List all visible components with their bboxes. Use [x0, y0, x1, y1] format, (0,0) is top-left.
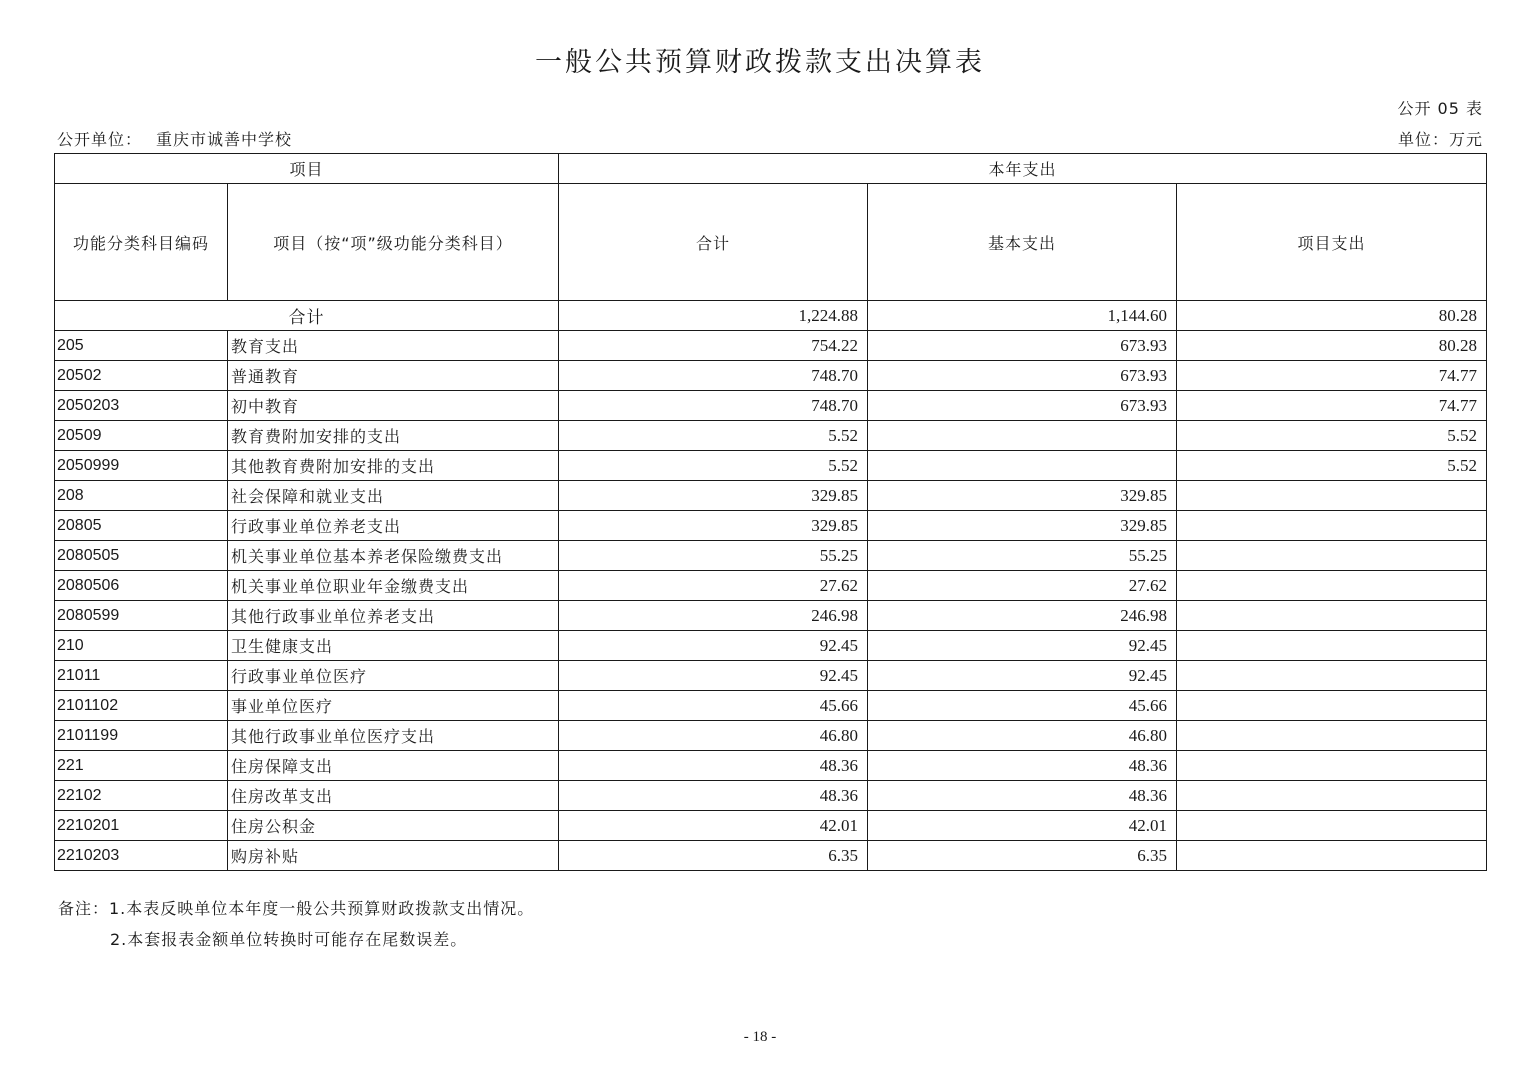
row-basic	[868, 421, 1177, 451]
table-row	[55, 481, 1487, 511]
row-code: 2080506	[55, 571, 228, 601]
row-total: 6.35	[559, 841, 868, 871]
row-code: 208	[55, 481, 228, 511]
note-line-1: 备注：1.本表反映单位本年度一般公共预算财政拨款支出情况。	[58, 899, 535, 918]
row-basic: 673.93	[868, 331, 1177, 361]
row-code: 210	[55, 631, 228, 661]
form-number: 公开 05 表	[1397, 99, 1483, 118]
total-sum: 1,224.88	[559, 301, 868, 331]
row-total: 5.52	[559, 451, 868, 481]
row-name: 社会保障和就业支出	[228, 481, 559, 511]
row-name: 行政事业单位养老支出	[228, 511, 559, 541]
row-total: 329.85	[559, 511, 868, 541]
report-title: 一般公共预算财政拨款支出决算表	[535, 47, 985, 78]
row-name: 行政事业单位医疗	[228, 661, 559, 691]
row-total: 27.62	[559, 571, 868, 601]
row-basic: 55.25	[868, 541, 1177, 571]
header-name: 项目（按“项”级功能分类科目）	[228, 184, 559, 301]
row-code: 2101102	[55, 691, 228, 721]
row-total: 5.52	[559, 421, 868, 451]
total-basic: 1,144.60	[868, 301, 1177, 331]
row-code: 20502	[55, 361, 228, 391]
row-code: 2080599	[55, 601, 228, 631]
table-body	[55, 301, 1487, 871]
row-name: 普通教育	[228, 361, 559, 391]
publishing-unit-name: 重庆市诚善中学校	[156, 130, 293, 149]
row-project	[1177, 631, 1487, 661]
publishing-unit-label: 公开单位：	[57, 130, 143, 149]
row-project: 5.52	[1177, 451, 1487, 481]
header-basic: 基本支出	[868, 184, 1177, 301]
row-total: 45.66	[559, 691, 868, 721]
row-name: 其他行政事业单位养老支出	[228, 601, 559, 631]
row-basic: 246.98	[868, 601, 1177, 631]
row-code: 20805	[55, 511, 228, 541]
note-line-2: 2.本套报表金额单位转换时可能存在尾数误差。	[110, 930, 468, 949]
row-code: 2050203	[55, 391, 228, 421]
row-basic: 673.93	[868, 361, 1177, 391]
row-name: 购房补贴	[228, 841, 559, 871]
total-row	[55, 301, 1487, 331]
row-name: 住房保障支出	[228, 751, 559, 781]
table-row	[55, 631, 1487, 661]
currency-unit: 单位：万元	[1397, 130, 1483, 149]
row-name: 教育费附加安排的支出	[228, 421, 559, 451]
table-row	[55, 841, 1487, 871]
row-basic: 45.66	[868, 691, 1177, 721]
row-basic: 48.36	[868, 751, 1177, 781]
header-code: 功能分类科目编码	[55, 184, 228, 301]
table-row	[55, 421, 1487, 451]
row-basic: 48.36	[868, 781, 1177, 811]
row-project	[1177, 841, 1487, 871]
table-row	[55, 811, 1487, 841]
row-code: 2101199	[55, 721, 228, 751]
row-code: 20509	[55, 421, 228, 451]
notes	[58, 893, 534, 955]
row-code: 21011	[55, 661, 228, 691]
row-project: 5.52	[1177, 421, 1487, 451]
table-row	[55, 721, 1487, 751]
row-code: 2080505	[55, 541, 228, 571]
row-basic: 27.62	[868, 571, 1177, 601]
row-name: 卫生健康支出	[228, 631, 559, 661]
header-total: 合计	[559, 184, 868, 301]
row-code: 2210201	[55, 811, 228, 841]
table-row	[55, 751, 1487, 781]
row-total: 42.01	[559, 811, 868, 841]
row-name: 住房改革支出	[228, 781, 559, 811]
row-project	[1177, 811, 1487, 841]
row-total: 92.45	[559, 631, 868, 661]
row-basic: 329.85	[868, 511, 1177, 541]
row-total: 48.36	[559, 781, 868, 811]
row-name: 其他教育费附加安排的支出	[228, 451, 559, 481]
table-row	[55, 361, 1487, 391]
row-code: 2050999	[55, 451, 228, 481]
total-label: 合计	[55, 301, 559, 331]
row-name: 住房公积金	[228, 811, 559, 841]
row-total: 246.98	[559, 601, 868, 631]
row-total: 748.70	[559, 361, 868, 391]
total-project: 80.28	[1177, 301, 1487, 331]
table-row	[55, 541, 1487, 571]
row-name: 事业单位医疗	[228, 691, 559, 721]
header-project: 项目支出	[1177, 184, 1487, 301]
header-row-group	[55, 154, 1487, 184]
row-total: 754.22	[559, 331, 868, 361]
row-total: 329.85	[559, 481, 868, 511]
table-row	[55, 601, 1487, 631]
row-basic: 42.01	[868, 811, 1177, 841]
row-code: 221	[55, 751, 228, 781]
row-name: 机关事业单位职业年金缴费支出	[228, 571, 559, 601]
row-total: 92.45	[559, 661, 868, 691]
table-row	[55, 781, 1487, 811]
table-row	[55, 451, 1487, 481]
row-basic: 673.93	[868, 391, 1177, 421]
row-basic: 46.80	[868, 721, 1177, 751]
row-project: 74.77	[1177, 391, 1487, 421]
row-total: 46.80	[559, 721, 868, 751]
row-name: 机关事业单位基本养老保险缴费支出	[228, 541, 559, 571]
row-project: 74.77	[1177, 361, 1487, 391]
publishing-unit	[57, 127, 292, 150]
expenditure-table	[54, 153, 1487, 871]
row-name: 其他行政事业单位医疗支出	[228, 721, 559, 751]
row-project	[1177, 511, 1487, 541]
row-total: 48.36	[559, 751, 868, 781]
row-code: 22102	[55, 781, 228, 811]
row-basic: 92.45	[868, 661, 1177, 691]
row-project	[1177, 751, 1487, 781]
header-item-group: 项目	[55, 154, 559, 184]
row-name: 初中教育	[228, 391, 559, 421]
row-project	[1177, 661, 1487, 691]
table-row	[55, 661, 1487, 691]
row-code: 2210203	[55, 841, 228, 871]
row-basic: 92.45	[868, 631, 1177, 661]
row-project	[1177, 481, 1487, 511]
row-total: 55.25	[559, 541, 868, 571]
row-project	[1177, 781, 1487, 811]
table-row	[55, 571, 1487, 601]
row-project	[1177, 601, 1487, 631]
table-row	[55, 331, 1487, 361]
row-name: 教育支出	[228, 331, 559, 361]
row-code: 205	[55, 331, 228, 361]
page-number: - 18 -	[743, 1029, 777, 1045]
row-project	[1177, 541, 1487, 571]
row-project	[1177, 721, 1487, 751]
row-project	[1177, 691, 1487, 721]
header-expense-group: 本年支出	[559, 154, 1487, 184]
row-project	[1177, 571, 1487, 601]
row-basic: 329.85	[868, 481, 1177, 511]
row-basic	[868, 451, 1177, 481]
table-row	[55, 511, 1487, 541]
header-row-columns	[55, 184, 1487, 301]
row-project: 80.28	[1177, 331, 1487, 361]
row-total: 748.70	[559, 391, 868, 421]
table-row	[55, 391, 1487, 421]
table-row	[55, 691, 1487, 721]
row-basic: 6.35	[868, 841, 1177, 871]
